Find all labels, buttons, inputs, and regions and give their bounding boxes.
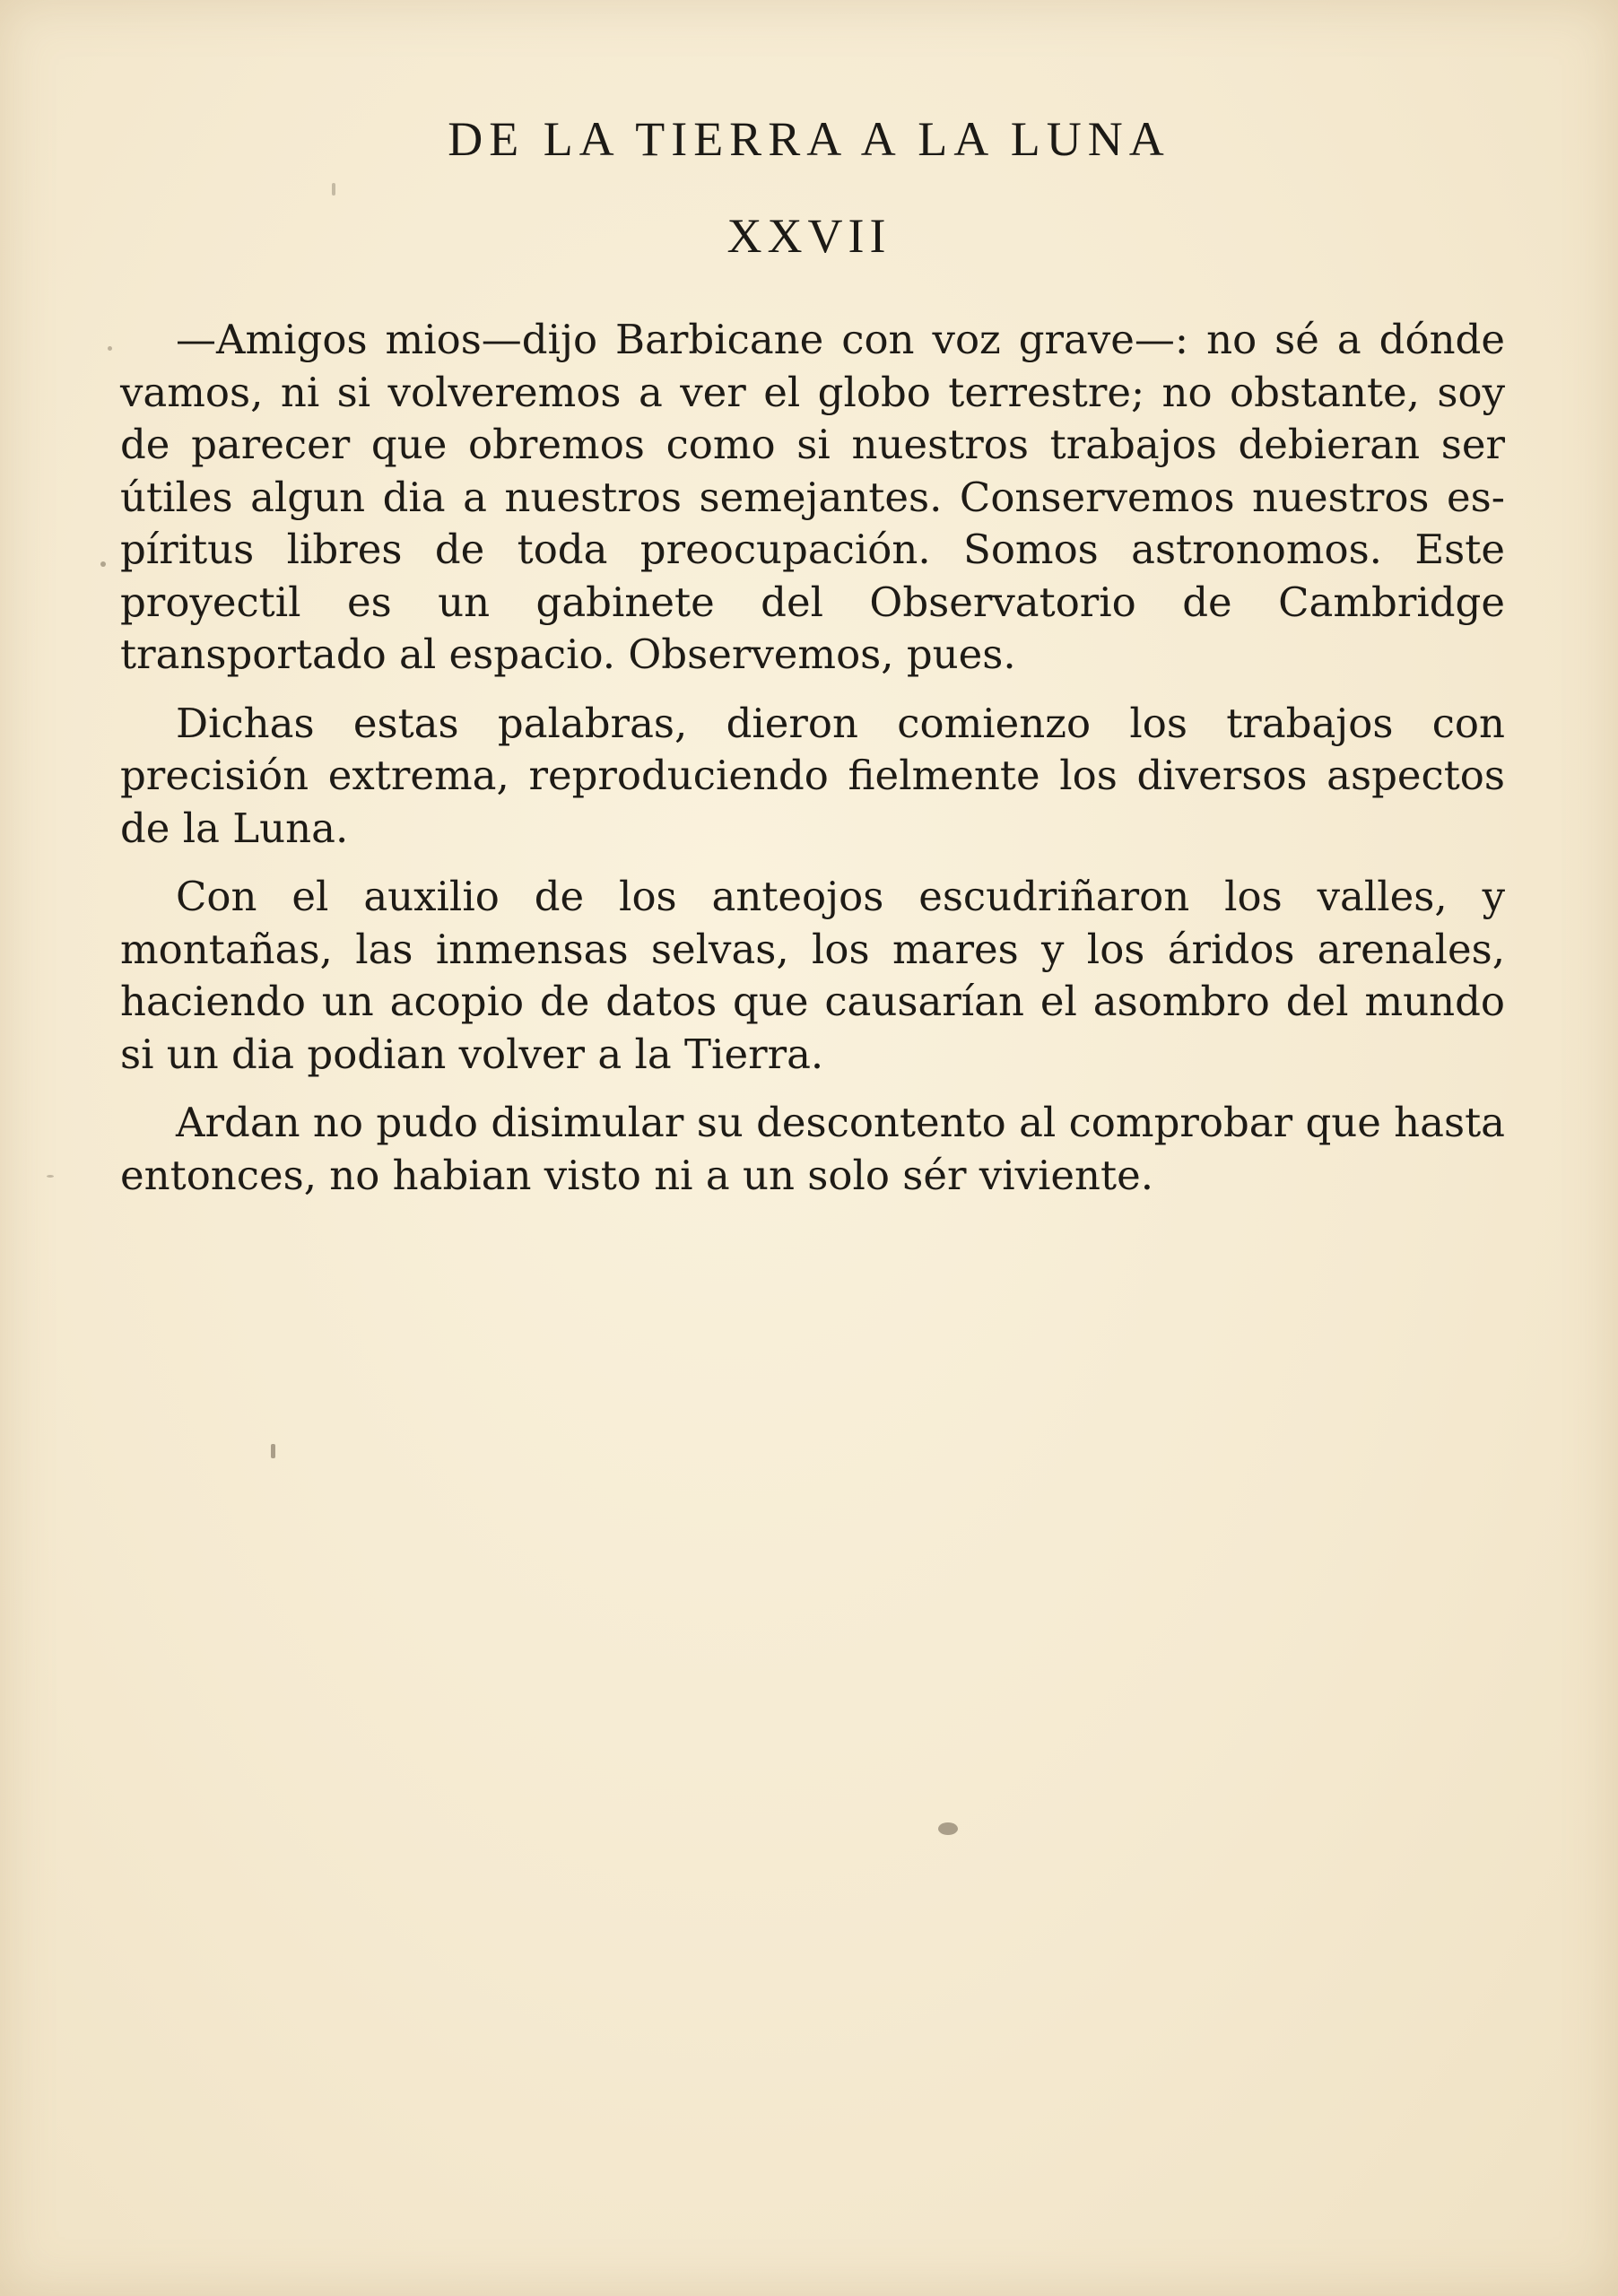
paper-speck bbox=[271, 1444, 275, 1458]
paper-speck bbox=[108, 346, 112, 351]
chapter-number: XXVII bbox=[726, 209, 892, 263]
paragraph-1: —Amigos mios—dijo Barbicane con voz grave—: no sé a dónde vamos, ni si volveremos a ver el globo terrestre; no obstante, soy de parecer que obremos como si nuestros trabajos debieran ser útiles algun dia a nuestros semejantes. Conservemos nuestros espíritus libres de toda preocupación. Somos astronomos. Este proyectil es un gabinete del Observatorio de Cambridge transportado al espacio. Observemos, pues. bbox=[120, 316, 1505, 678]
paragraph-2: Dichas estas palabras, dieron comienzo los trabajos con precisión extrema, reproduciendo fielmente los diversos aspectos de la Luna. bbox=[120, 699, 1505, 852]
paper-speck bbox=[47, 1175, 54, 1178]
paragraph-4: Ardan no pudo disimular su descontento al comprobar que hasta entonces, no habian visto ni a un solo sér viviente. bbox=[120, 1099, 1505, 1199]
chapter-body bbox=[120, 314, 1505, 1218]
paragraph-3: Con el auxilio de los anteojos escudriñaron los valles, y montañas, las inmensas selvas, los mares y los áridos arenales, haciendo un acopio de datos que causarían el asombro del mundo si un dia podian volver a la Tierra. bbox=[120, 873, 1505, 1078]
running-title: DE LA TIERRA A LA LUNA bbox=[448, 112, 1170, 166]
paper-speck bbox=[938, 1822, 958, 1835]
paper-speck bbox=[332, 183, 335, 196]
paper-speck bbox=[100, 561, 106, 567]
